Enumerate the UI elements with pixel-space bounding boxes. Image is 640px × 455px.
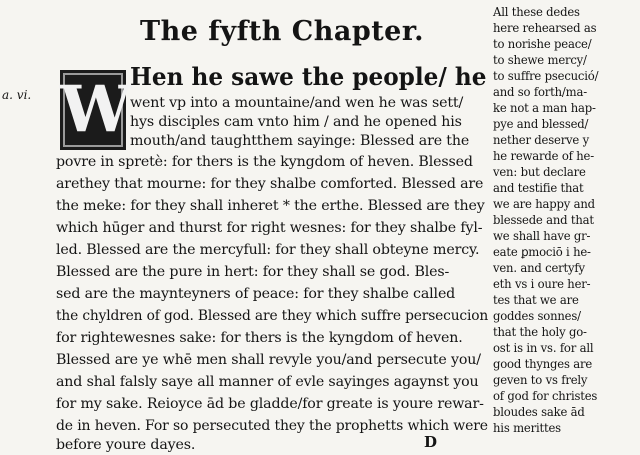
- margin-line: that the holy go-: [493, 325, 587, 339]
- body-line: Blessed are ye whē men shall revyle you/and persecute you/: [56, 352, 481, 368]
- first-line: Hen he sawe the people/ he: [130, 62, 487, 91]
- margin-line: to suffre psecució/: [493, 69, 599, 83]
- margin-line: All these dedes: [493, 5, 580, 19]
- chapter-heading: The fyfth Chapter.: [140, 16, 425, 47]
- margin-line: ven: but declare: [493, 165, 586, 179]
- margin-line: of god for christes: [493, 389, 598, 403]
- body-line: Blessed are the pure in hert: for they shall se god. Bles-: [56, 264, 450, 280]
- body-line: sed are the maynteyners of peace: for they shalbe called: [56, 286, 456, 302]
- margin-line: he rewarde of he-: [493, 149, 594, 163]
- margin-line: good thynges are: [493, 357, 593, 371]
- margin-line: to shewe mercy/: [493, 53, 587, 67]
- body-line: the meke: for they shall inheret * the erthe. Blessed are they: [56, 198, 485, 214]
- margin-note: [493, 4, 639, 436]
- body-line: went vp into a mountaine/and wen he was sett/: [130, 95, 464, 111]
- margin-line: we shall have gr-: [493, 229, 591, 243]
- margin-line: ke not a man hap-: [493, 101, 596, 115]
- body-line: the chyldren of god. Blessed are they which suffre persecucion: [56, 308, 489, 324]
- margin-line: eate ꝑmociō i he-: [493, 245, 591, 259]
- body-line: mouth/and taughtthem sayinge: Blessed are the: [130, 133, 470, 149]
- body-line: which hūger and thurst for right wesnes: for they shalbe fyl-: [56, 220, 483, 236]
- chapter-reference: a. vi.: [2, 88, 32, 102]
- margin-line: ost is in vs. for all: [493, 341, 594, 355]
- margin-line: to norishe peace/: [493, 37, 592, 51]
- margin-line: we are happy and: [493, 197, 595, 211]
- body-line: hys disciples cam vnto him / and he opened his: [130, 114, 462, 130]
- margin-line: and so forth/ma-: [493, 85, 587, 99]
- margin-line: and testifie that: [493, 181, 584, 195]
- body-line: povre in spretè: for thers is the kyngdom of heven. Blessed: [56, 154, 473, 170]
- body-line: de in heven. For so persecuted they the prophetts which were: [56, 418, 488, 434]
- signature-mark: D: [424, 433, 438, 451]
- margin-line: eth vs i oure her-: [493, 277, 591, 291]
- margin-line: blessede and that: [493, 213, 594, 227]
- body-line: before youre dayes.: [56, 437, 196, 453]
- margin-line: his merittes: [493, 421, 561, 435]
- margin-line: pye and blessed/: [493, 117, 589, 131]
- body-line: led. Blessed are the mercyfull: for they shall obteyne mercy.: [56, 242, 480, 258]
- decorated-initial: W: [60, 70, 126, 150]
- margin-line: bloudes sake ād: [493, 405, 585, 419]
- margin-line: geven to vs frely: [493, 373, 588, 387]
- body-line: arethey that mourne: for they shalbe comforted. Blessed are: [56, 176, 484, 192]
- body-line: for my sake. Reioyce ād be gladde/for greate is youre rewar-: [56, 396, 484, 412]
- body-line: for rightewesnes sake: for thers is the kyngdom of heven.: [56, 330, 463, 346]
- margin-line: ven. and certyfy: [493, 261, 585, 275]
- margin-line: nether deserve y: [493, 133, 589, 147]
- margin-line: tes that we are: [493, 293, 579, 307]
- body-line: and shal falsly saye all manner of evle sayinges agaynst you: [56, 374, 479, 390]
- margin-line: goddes sonnes/: [493, 309, 581, 323]
- margin-line: here rehearsed as: [493, 21, 597, 35]
